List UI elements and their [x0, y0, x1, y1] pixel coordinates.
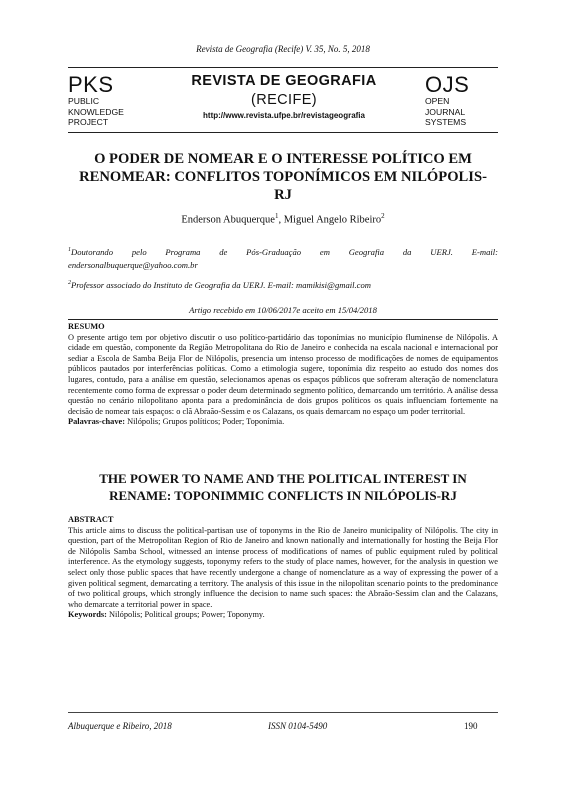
pks-sub-line: PROJECT [68, 117, 109, 127]
pks-sub-line: PUBLIC [68, 96, 100, 106]
ojs-sub-line: SYSTEMS [425, 117, 467, 127]
abstract-body: This article aims to discuss the political-partisan use of toponyms in the Rio de Janeiro municipality of Nilópolis. The city in question, part of the Metropolitan Region of Rio de Janeiro and known nationally and internationally for hosting the Beija Flor de Nilópolis Samba School, witnessed an intense process of modifications of names of public equipment ruled by political interference. As the etymology suggests, toponymy refers to the study of place names, however, for the analysis in question we select only those public spaces that have recently undergone a change of nomenclature as a way of expressing the power of a given political segment, demarcating a territory. The analysis of this issue in the nilopolitan scenario points to the predominance of two political groups, which strongly influence the decision to name such spaces: the Abraão-Sessim clan and the Calazans, who demarcate a territorial power in space. [68, 525, 498, 609]
author-affil-sup: 2 [381, 212, 385, 220]
affiliation-sup: 2 [68, 280, 71, 286]
journal-title-line1: REVISTA DE GEOGRAFIA [191, 73, 377, 89]
author-name: Enderson Abuquerque [181, 214, 275, 226]
affiliation-text: Doutorando pelo Programa de Pós-Graduação em Geografia da UERJ. E-mail: [71, 246, 498, 257]
title-en-line: RENAME: TOPONIMMIC CONFLICTS IN NILÓPOLIS-RJ [109, 488, 457, 503]
pks-logo [68, 74, 124, 128]
author-name: Miguel Angelo Ribeiro [283, 214, 382, 226]
title-en-line: THE POWER TO NAME AND THE POLITICAL INTEREST IN [99, 471, 467, 486]
ojs-logo [425, 74, 469, 128]
journal-title-block [168, 72, 400, 122]
ojs-sub-line: JOURNAL [425, 106, 466, 117]
affiliation-2 [68, 277, 498, 292]
article-title-en [66, 470, 500, 504]
footer-authors: Albuquerque e Ribeiro, 2018 [68, 721, 172, 731]
pks-sub-line: KNOWLEDGE [68, 106, 124, 117]
ojs-logo-text: OJS [425, 72, 470, 97]
author-separator: , [278, 214, 284, 226]
journal-citation: Revista de Geografia (Recife) V. 35, No. 5, 2018 [196, 44, 370, 54]
page-footer [68, 712, 498, 735]
author-line [0, 212, 566, 226]
affiliation-text: Professor associado do Instituto de Geografia da UERJ. E-mail: mamikisi@gmail.com [71, 279, 371, 290]
abstract-keywords [68, 610, 498, 621]
affiliation-1-email[interactable]: endersonalbuquerque@yahoo.com.br [68, 259, 198, 270]
keywords-label: Palavras-chave: [68, 417, 126, 427]
footer-issn: ISSN 0104-5490 [268, 721, 328, 731]
keywords-text: Nilópolis; Grupos políticos; Poder; Toponímia. [125, 417, 285, 427]
resumo-body: O presente artigo tem por objetivo discutir o uso político-partidário das toponímias no município fluminense de Nilópolis. A cidade em questão, componente da Região Metropolitana do Rio de Janeiro e conhecida na escala nacional e internacional por sediar a Escola de Samba Beija Flor de Nilópolis, presencia um intenso processo de modificações de nomes de equipamentos públicos pautados por interferências políticas. Como a etimologia sugere, toponímia diz respeito ao estudo dos nomes dos lugares, contudo, para a análise em questão, selecionamos apenas os espaços públicos que sofreram alteração de nomenclatura recentemente como forma de expressar o poder deum determinado segmento político, demarcando um território. A análise dessa questão no cenário nilopolitano aponta para a predominância de dois grupos políticos os quais influenciam fortemente na decisão de nomear tais espaços: o clã Abraão-Sessim e os Calazans, os quais demarcam no espaço um poder territorial. [68, 332, 498, 416]
keywords-text: Nilópolis; Political groups; Power; Toponymy. [106, 610, 265, 620]
article-title-pt [66, 150, 500, 204]
resumo-heading: RESUMO [68, 322, 105, 331]
ojs-sub-line: OPEN [425, 96, 450, 106]
pks-logo-text: PKS [68, 72, 114, 97]
abstract-heading: ABSTRACT [68, 515, 114, 524]
affiliation-1-line1 [68, 244, 498, 259]
author-affil-sup: 1 [274, 212, 279, 220]
resumo-section [68, 319, 498, 428]
journal-url[interactable]: http://www.revista.ufpe.br/revistageografia [203, 111, 365, 120]
page-number: 190 [464, 721, 478, 731]
title-pt-line: O PODER DE NOMEAR E O INTERESSE POLÍTICO EM [94, 151, 472, 167]
affiliation-1 [68, 244, 498, 272]
title-pt-line: RENOMEAR: CONFLITOS TOPONÍMICOS EM NILÓPOLIS- [79, 169, 487, 185]
received-dates: Artigo recebido em 10/06/2017e aceito em 15/04/2018 [189, 305, 377, 315]
affiliation-sup: 1 [68, 247, 71, 253]
keywords-label: Keywords: [68, 610, 107, 620]
journal-masthead [68, 67, 498, 133]
title-pt-line: RJ [274, 187, 292, 203]
journal-title-line2: (RECIFE) [250, 92, 318, 108]
resumo-keywords [68, 417, 498, 428]
abstract-section [68, 515, 498, 621]
